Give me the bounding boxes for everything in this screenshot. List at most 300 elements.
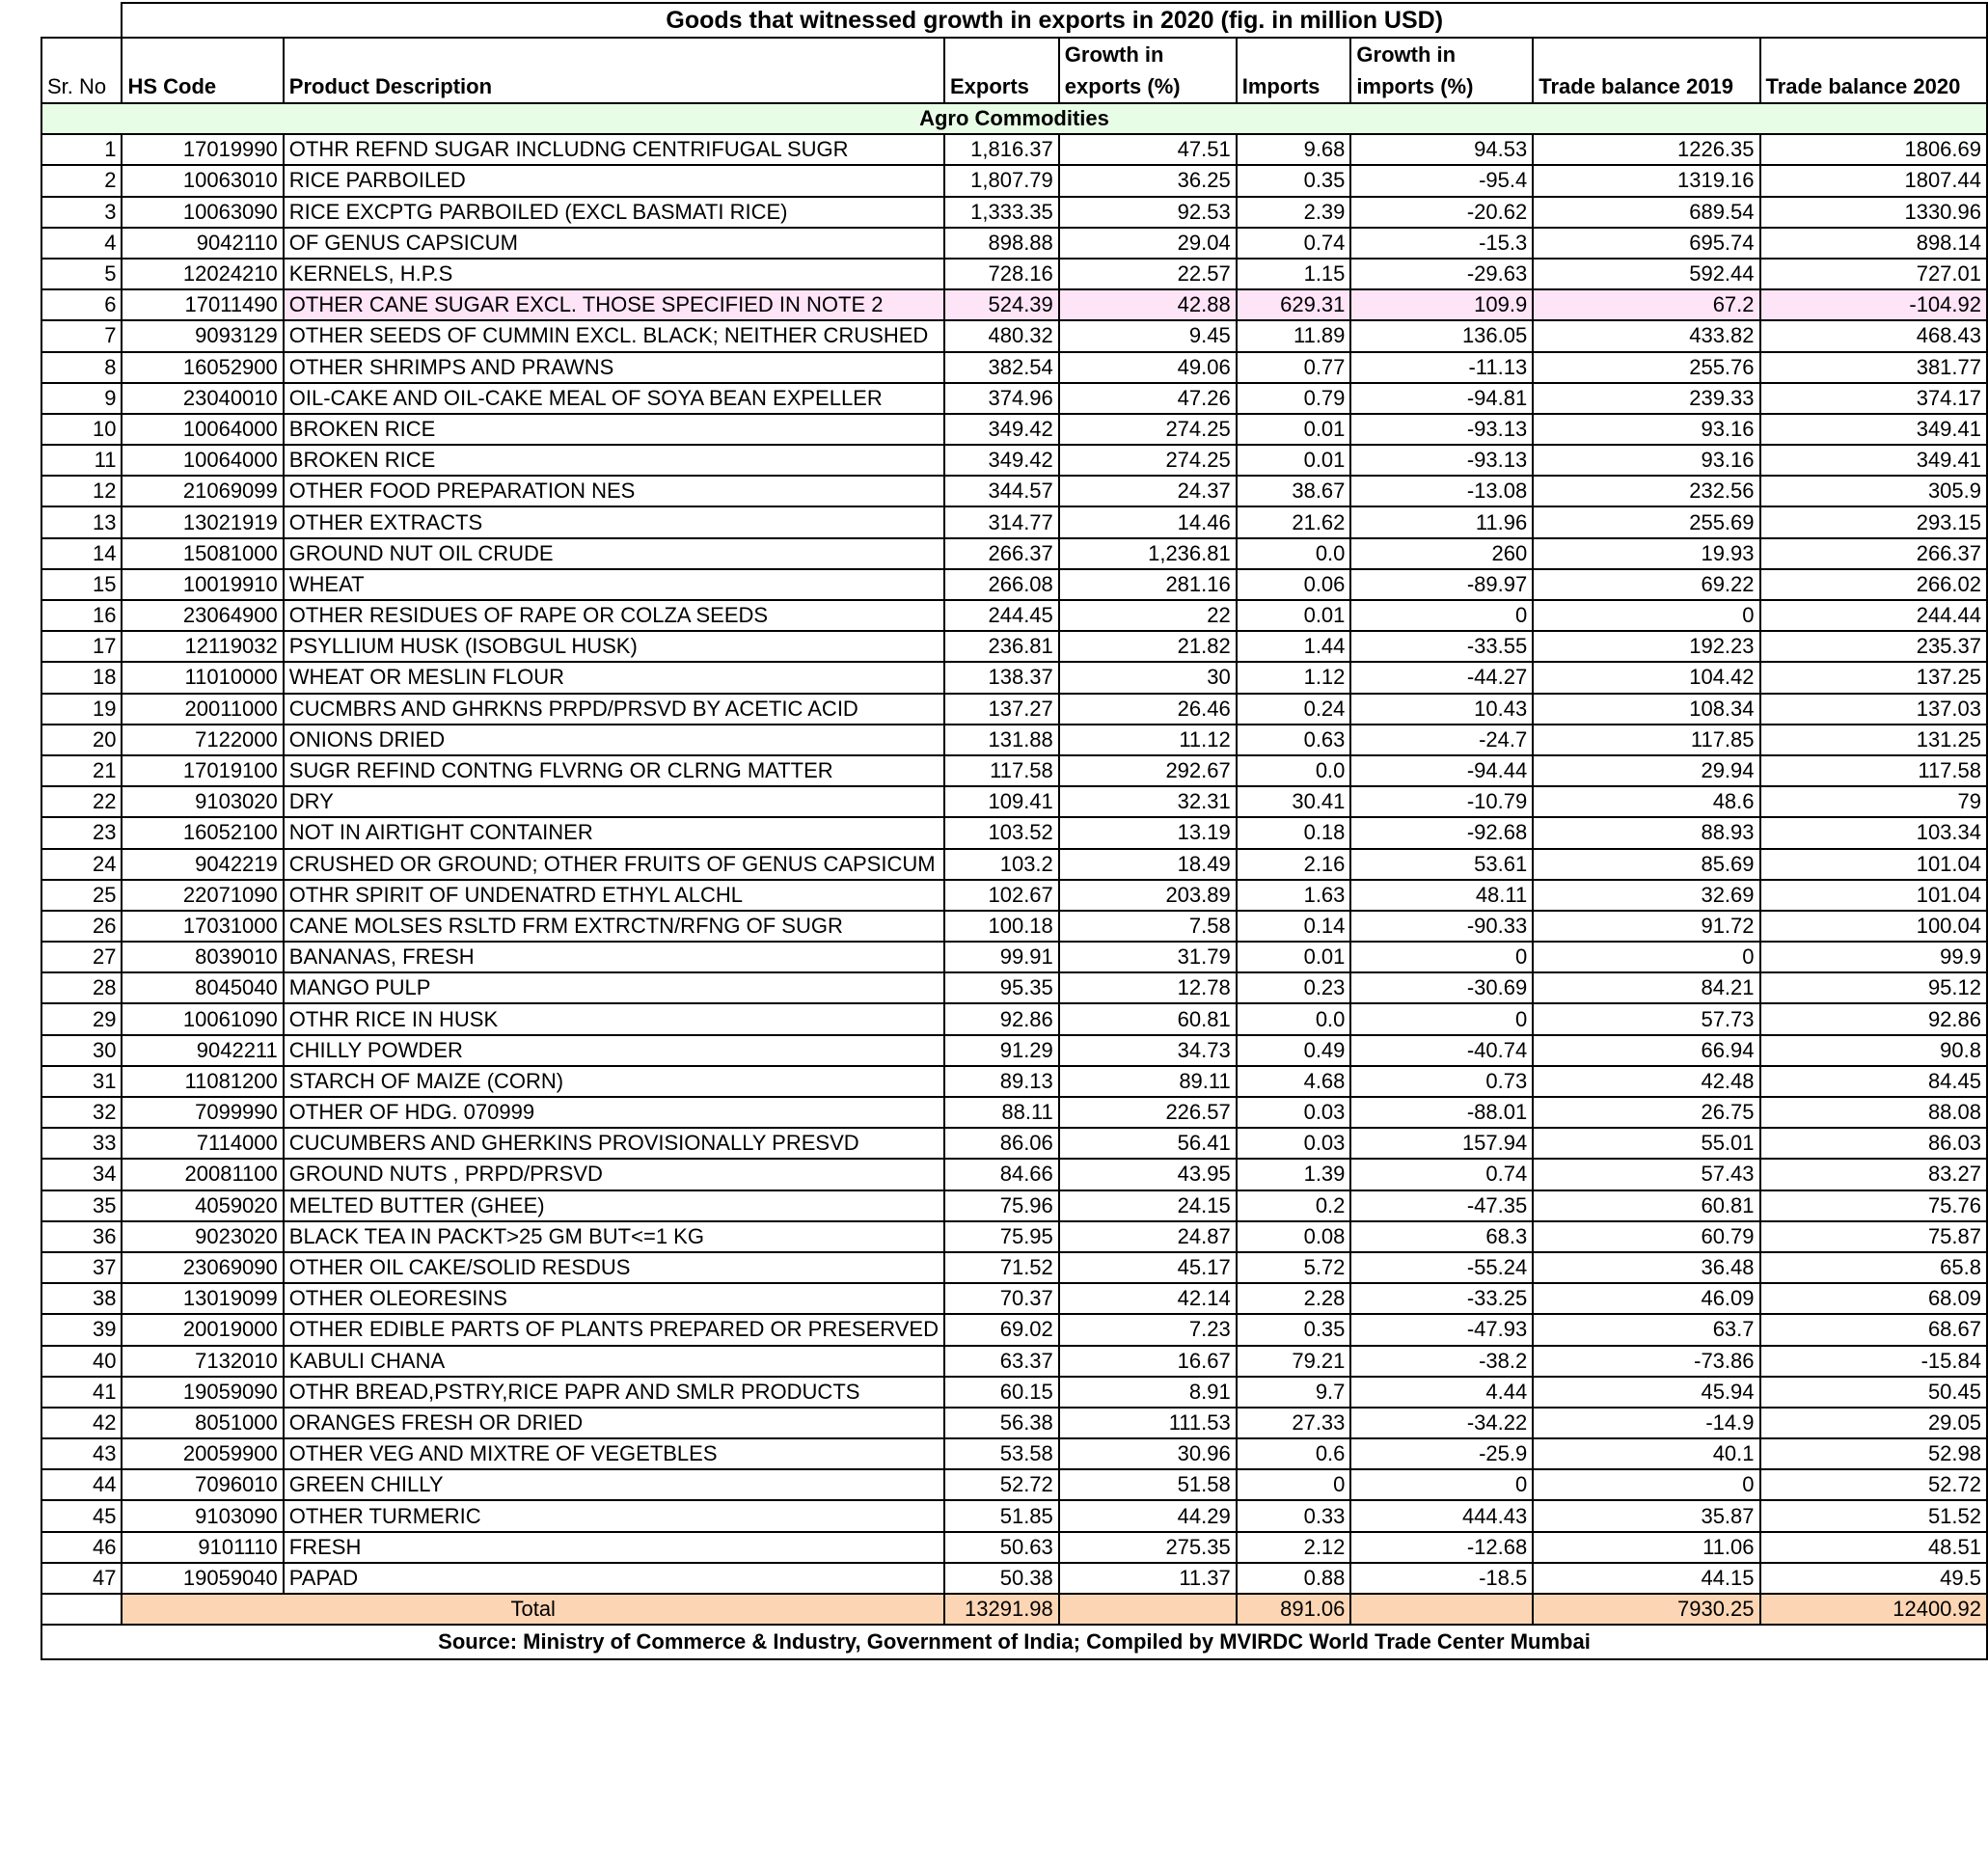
sr-no-cell: 44 bbox=[41, 1469, 122, 1500]
trade-balance-2020-cell: 727.01 bbox=[1760, 259, 1987, 289]
growth-exports-cell: 43.95 bbox=[1059, 1159, 1237, 1190]
table-row bbox=[41, 134, 1987, 165]
trade-balance-2019-cell: 69.22 bbox=[1533, 569, 1759, 600]
sr-no-cell: 32 bbox=[41, 1097, 122, 1128]
trade-balance-2019-cell: 67.2 bbox=[1533, 289, 1759, 320]
exports-cell: 244.45 bbox=[944, 600, 1059, 631]
growth-exports-cell: 56.41 bbox=[1059, 1128, 1237, 1159]
growth-exports-cell: 24.87 bbox=[1059, 1221, 1237, 1252]
growth-exports-cell: 18.49 bbox=[1059, 849, 1237, 880]
trade-balance-2019-cell: 255.76 bbox=[1533, 352, 1759, 383]
exports-cell: 50.38 bbox=[944, 1563, 1059, 1594]
growth-exports-cell: 226.57 bbox=[1059, 1097, 1237, 1128]
imports-cell: 9.68 bbox=[1237, 134, 1351, 165]
sr-no-cell: 41 bbox=[41, 1377, 122, 1408]
growth-imports-cell: -18.5 bbox=[1350, 1563, 1533, 1594]
growth-imports-cell: 444.43 bbox=[1350, 1500, 1533, 1531]
growth-exports-cell: 274.25 bbox=[1059, 414, 1237, 445]
trade-balance-2020-cell: 374.17 bbox=[1760, 383, 1987, 414]
hs-code-cell: 20011000 bbox=[122, 694, 283, 725]
table-row bbox=[41, 228, 1987, 259]
growth-imports-cell: -34.22 bbox=[1350, 1408, 1533, 1438]
growth-exports-cell: 47.51 bbox=[1059, 134, 1237, 165]
imports-cell: 0.18 bbox=[1237, 817, 1351, 848]
trade-balance-2019-cell: 93.16 bbox=[1533, 414, 1759, 445]
header-product: Product Description bbox=[284, 38, 944, 103]
growth-exports-cell: 22.57 bbox=[1059, 259, 1237, 289]
section-label: Agro Commodities bbox=[41, 103, 1987, 134]
growth-imports-cell: -47.35 bbox=[1350, 1190, 1533, 1221]
sr-no-cell: 39 bbox=[41, 1314, 122, 1345]
hs-code-cell: 4059020 bbox=[122, 1190, 283, 1221]
imports-cell: 1.63 bbox=[1237, 880, 1351, 911]
title-row bbox=[41, 3, 1987, 38]
sr-no-cell: 38 bbox=[41, 1283, 122, 1314]
table-row bbox=[41, 942, 1987, 972]
growth-imports-cell: -25.9 bbox=[1350, 1438, 1533, 1469]
trade-balance-2019-cell: 60.81 bbox=[1533, 1190, 1759, 1221]
growth-imports-cell: -33.25 bbox=[1350, 1283, 1533, 1314]
exports-cell: 1,333.35 bbox=[944, 197, 1059, 228]
trade-balance-2020-cell: 100.04 bbox=[1760, 911, 1987, 942]
exports-cell: 99.91 bbox=[944, 942, 1059, 972]
product-description-cell: RICE EXCPTG PARBOILED (EXCL BASMATI RICE) bbox=[284, 197, 944, 228]
trade-balance-2020-cell: 266.02 bbox=[1760, 569, 1987, 600]
hs-code-cell: 23069090 bbox=[122, 1252, 283, 1283]
trade-balance-2020-cell: 49.5 bbox=[1760, 1563, 1987, 1594]
imports-cell: 0.01 bbox=[1237, 600, 1351, 631]
table-row bbox=[41, 320, 1987, 351]
table-row bbox=[41, 259, 1987, 289]
trade-balance-2019-cell: 48.6 bbox=[1533, 786, 1759, 817]
trade-balance-2020-cell: -15.84 bbox=[1760, 1346, 1987, 1377]
product-description-cell: BROKEN RICE bbox=[284, 445, 944, 476]
growth-imports-cell: 10.43 bbox=[1350, 694, 1533, 725]
exports-cell: 1,807.79 bbox=[944, 165, 1059, 196]
exports-cell: 1,816.37 bbox=[944, 134, 1059, 165]
growth-exports-cell: 8.91 bbox=[1059, 1377, 1237, 1408]
hs-code-cell: 8045040 bbox=[122, 972, 283, 1003]
trade-balance-2019-cell: 11.06 bbox=[1533, 1532, 1759, 1563]
growth-exports-cell: 42.14 bbox=[1059, 1283, 1237, 1314]
sr-no-cell: 23 bbox=[41, 817, 122, 848]
product-description-cell: OTHER FOOD PREPARATION NES bbox=[284, 476, 944, 506]
corner-cell bbox=[41, 3, 122, 38]
growth-imports-cell: 0.74 bbox=[1350, 1159, 1533, 1190]
trade-balance-2019-cell: 108.34 bbox=[1533, 694, 1759, 725]
exports-cell: 102.67 bbox=[944, 880, 1059, 911]
product-description-cell: NOT IN AIRTIGHT CONTAINER bbox=[284, 817, 944, 848]
sr-no-cell: 17 bbox=[41, 631, 122, 662]
exports-cell: 63.37 bbox=[944, 1346, 1059, 1377]
product-description-cell: OTHER VEG AND MIXTRE OF VEGETBLES bbox=[284, 1438, 944, 1469]
product-description-cell: OTHER SHRIMPS AND PRAWNS bbox=[284, 352, 944, 383]
growth-exports-cell: 24.15 bbox=[1059, 1190, 1237, 1221]
sr-no-cell: 37 bbox=[41, 1252, 122, 1283]
exports-cell: 103.2 bbox=[944, 849, 1059, 880]
sr-no-cell: 28 bbox=[41, 972, 122, 1003]
table-title: Goods that witnessed growth in exports in 2020 (fig. in million USD) bbox=[122, 3, 1987, 38]
trade-balance-2019-cell: 36.48 bbox=[1533, 1252, 1759, 1283]
header-growth-imports: Growth in imports (%) bbox=[1350, 38, 1533, 103]
exports-cell: 266.08 bbox=[944, 569, 1059, 600]
imports-cell: 0.01 bbox=[1237, 414, 1351, 445]
total-trade-balance-2020: 12400.92 bbox=[1760, 1594, 1987, 1625]
imports-cell: 0.03 bbox=[1237, 1128, 1351, 1159]
exports-cell: 236.81 bbox=[944, 631, 1059, 662]
growth-exports-cell: 44.29 bbox=[1059, 1500, 1237, 1531]
exports-cell: 374.96 bbox=[944, 383, 1059, 414]
growth-exports-cell: 92.53 bbox=[1059, 197, 1237, 228]
source-row bbox=[41, 1625, 1987, 1659]
imports-cell: 21.62 bbox=[1237, 506, 1351, 537]
imports-cell: 4.68 bbox=[1237, 1066, 1351, 1097]
hs-code-cell: 10061090 bbox=[122, 1003, 283, 1034]
trade-balance-2020-cell: 137.03 bbox=[1760, 694, 1987, 725]
product-description-cell: SUGR REFIND CONTNG FLVRNG OR CLRNG MATTER bbox=[284, 755, 944, 786]
trade-balance-2019-cell: 29.94 bbox=[1533, 755, 1759, 786]
exports-cell: 89.13 bbox=[944, 1066, 1059, 1097]
exports-cell: 50.63 bbox=[944, 1532, 1059, 1563]
trade-balance-2020-cell: 79 bbox=[1760, 786, 1987, 817]
hs-code-cell: 9042110 bbox=[122, 228, 283, 259]
table-row bbox=[41, 1066, 1987, 1097]
exports-cell: 52.72 bbox=[944, 1469, 1059, 1500]
trade-balance-2020-cell: -104.92 bbox=[1760, 289, 1987, 320]
trade-balance-2019-cell: 46.09 bbox=[1533, 1283, 1759, 1314]
product-description-cell: RICE PARBOILED bbox=[284, 165, 944, 196]
trade-balance-2019-cell: 44.15 bbox=[1533, 1563, 1759, 1594]
trade-balance-2020-cell: 1806.69 bbox=[1760, 134, 1987, 165]
trade-balance-2020-cell: 68.67 bbox=[1760, 1314, 1987, 1345]
trade-balance-2019-cell: 0 bbox=[1533, 600, 1759, 631]
hs-code-cell: 10019910 bbox=[122, 569, 283, 600]
growth-imports-cell: -24.7 bbox=[1350, 725, 1533, 755]
total-growth-exports-blank bbox=[1059, 1594, 1237, 1625]
trade-balance-2020-cell: 103.34 bbox=[1760, 817, 1987, 848]
trade-balance-2019-cell: 63.7 bbox=[1533, 1314, 1759, 1345]
growth-imports-cell: -30.69 bbox=[1350, 972, 1533, 1003]
growth-imports-cell: -89.97 bbox=[1350, 569, 1533, 600]
product-description-cell: OTHER SEEDS OF CUMMIN EXCL. BLACK; NEITHER CRUSHED bbox=[284, 320, 944, 351]
product-description-cell: MELTED BUTTER (GHEE) bbox=[284, 1190, 944, 1221]
sr-no-cell: 34 bbox=[41, 1159, 122, 1190]
trade-balance-2020-cell: 131.25 bbox=[1760, 725, 1987, 755]
growth-imports-cell: -95.4 bbox=[1350, 165, 1533, 196]
table-row bbox=[41, 1377, 1987, 1408]
product-description-cell: PAPAD bbox=[284, 1563, 944, 1594]
source-note: Source: Ministry of Commerce & Industry, Government of India; Compiled by MVIRDC World Trade Center Mumbai bbox=[41, 1625, 1987, 1659]
growth-exports-cell: 89.11 bbox=[1059, 1066, 1237, 1097]
table-row bbox=[41, 786, 1987, 817]
exports-growth-table bbox=[41, 2, 1988, 1660]
imports-cell: 0.0 bbox=[1237, 1003, 1351, 1034]
imports-cell: 0.08 bbox=[1237, 1221, 1351, 1252]
hs-code-cell: 12024210 bbox=[122, 259, 283, 289]
product-description-cell: KERNELS, H.P.S bbox=[284, 259, 944, 289]
product-description-cell: GROUND NUT OIL CRUDE bbox=[284, 538, 944, 569]
table-row bbox=[41, 694, 1987, 725]
sr-no-cell: 11 bbox=[41, 445, 122, 476]
growth-exports-cell: 60.81 bbox=[1059, 1003, 1237, 1034]
hs-code-cell: 15081000 bbox=[122, 538, 283, 569]
hs-code-cell: 7114000 bbox=[122, 1128, 283, 1159]
trade-balance-2019-cell: 689.54 bbox=[1533, 197, 1759, 228]
hs-code-cell: 17031000 bbox=[122, 911, 283, 942]
product-description-cell: CHILLY POWDER bbox=[284, 1035, 944, 1066]
growth-exports-cell: 51.58 bbox=[1059, 1469, 1237, 1500]
product-description-cell: OTHR SPIRIT OF UNDENATRD ETHYL ALCHL bbox=[284, 880, 944, 911]
hs-code-cell: 12119032 bbox=[122, 631, 283, 662]
growth-imports-cell: -90.33 bbox=[1350, 911, 1533, 942]
hs-code-cell: 13021919 bbox=[122, 506, 283, 537]
imports-cell: 0.63 bbox=[1237, 725, 1351, 755]
total-sr-blank bbox=[41, 1594, 122, 1625]
growth-imports-cell: -13.08 bbox=[1350, 476, 1533, 506]
sr-no-cell: 31 bbox=[41, 1066, 122, 1097]
growth-imports-cell: 0 bbox=[1350, 1003, 1533, 1034]
hs-code-cell: 10063010 bbox=[122, 165, 283, 196]
exports-cell: 898.88 bbox=[944, 228, 1059, 259]
trade-balance-2019-cell: 192.23 bbox=[1533, 631, 1759, 662]
section-row bbox=[41, 103, 1987, 134]
table-row bbox=[41, 1314, 1987, 1345]
growth-exports-cell: 29.04 bbox=[1059, 228, 1237, 259]
exports-cell: 349.42 bbox=[944, 414, 1059, 445]
exports-cell: 266.37 bbox=[944, 538, 1059, 569]
growth-exports-cell: 7.58 bbox=[1059, 911, 1237, 942]
total-exports: 13291.98 bbox=[944, 1594, 1059, 1625]
hs-code-cell: 23040010 bbox=[122, 383, 283, 414]
sr-no-cell: 19 bbox=[41, 694, 122, 725]
product-description-cell: DRY bbox=[284, 786, 944, 817]
product-description-cell: KABULI CHANA bbox=[284, 1346, 944, 1377]
exports-cell: 728.16 bbox=[944, 259, 1059, 289]
trade-balance-2019-cell: 88.93 bbox=[1533, 817, 1759, 848]
hs-code-cell: 11010000 bbox=[122, 662, 283, 693]
trade-balance-2020-cell: 101.04 bbox=[1760, 880, 1987, 911]
trade-balance-2019-cell: 695.74 bbox=[1533, 228, 1759, 259]
product-description-cell: WHEAT bbox=[284, 569, 944, 600]
imports-cell: 1.15 bbox=[1237, 259, 1351, 289]
trade-balance-2019-cell: 1319.16 bbox=[1533, 165, 1759, 196]
hs-code-cell: 17019100 bbox=[122, 755, 283, 786]
table-row bbox=[41, 662, 1987, 693]
table-row bbox=[41, 817, 1987, 848]
sr-no-cell: 13 bbox=[41, 506, 122, 537]
growth-exports-cell: 42.88 bbox=[1059, 289, 1237, 320]
growth-imports-cell: -10.79 bbox=[1350, 786, 1533, 817]
growth-exports-cell: 16.67 bbox=[1059, 1346, 1237, 1377]
exports-cell: 69.02 bbox=[944, 1314, 1059, 1345]
trade-balance-2019-cell: 40.1 bbox=[1533, 1438, 1759, 1469]
total-trade-balance-2019: 7930.25 bbox=[1533, 1594, 1759, 1625]
trade-balance-2020-cell: 235.37 bbox=[1760, 631, 1987, 662]
growth-exports-cell: 47.26 bbox=[1059, 383, 1237, 414]
product-description-cell: OTHER EDIBLE PARTS OF PLANTS PREPARED OR PRESERVED bbox=[284, 1314, 944, 1345]
trade-balance-2020-cell: 95.12 bbox=[1760, 972, 1987, 1003]
growth-exports-cell: 13.19 bbox=[1059, 817, 1237, 848]
trade-balance-2020-cell: 1330.96 bbox=[1760, 197, 1987, 228]
imports-cell: 0.49 bbox=[1237, 1035, 1351, 1066]
sr-no-cell: 21 bbox=[41, 755, 122, 786]
sr-no-cell: 3 bbox=[41, 197, 122, 228]
growth-exports-cell: 36.25 bbox=[1059, 165, 1237, 196]
header-hs-code: HS Code bbox=[122, 38, 283, 103]
hs-code-cell: 10063090 bbox=[122, 197, 283, 228]
imports-cell: 0.03 bbox=[1237, 1097, 1351, 1128]
exports-cell: 131.88 bbox=[944, 725, 1059, 755]
growth-imports-cell: 94.53 bbox=[1350, 134, 1533, 165]
growth-exports-cell: 292.67 bbox=[1059, 755, 1237, 786]
product-description-cell: BANANAS, FRESH bbox=[284, 942, 944, 972]
trade-balance-2020-cell: 88.08 bbox=[1760, 1097, 1987, 1128]
exports-cell: 137.27 bbox=[944, 694, 1059, 725]
product-description-cell: ONIONS DRIED bbox=[284, 725, 944, 755]
product-description-cell: OTHER CANE SUGAR EXCL. THOSE SPECIFIED IN NOTE 2 bbox=[284, 289, 944, 320]
exports-cell: 314.77 bbox=[944, 506, 1059, 537]
trade-balance-2019-cell: 19.93 bbox=[1533, 538, 1759, 569]
growth-imports-cell: -33.55 bbox=[1350, 631, 1533, 662]
growth-exports-cell: 11.37 bbox=[1059, 1563, 1237, 1594]
growth-exports-cell: 34.73 bbox=[1059, 1035, 1237, 1066]
growth-exports-cell: 7.23 bbox=[1059, 1314, 1237, 1345]
table-row bbox=[41, 289, 1987, 320]
growth-imports-cell: 0 bbox=[1350, 600, 1533, 631]
table-row bbox=[41, 538, 1987, 569]
hs-code-cell: 7096010 bbox=[122, 1469, 283, 1500]
trade-balance-2019-cell: 1226.35 bbox=[1533, 134, 1759, 165]
exports-cell: 344.57 bbox=[944, 476, 1059, 506]
table-row bbox=[41, 569, 1987, 600]
product-description-cell: GREEN CHILLY bbox=[284, 1469, 944, 1500]
trade-balance-2020-cell: 50.45 bbox=[1760, 1377, 1987, 1408]
sr-no-cell: 27 bbox=[41, 942, 122, 972]
sr-no-cell: 4 bbox=[41, 228, 122, 259]
product-description-cell: WHEAT OR MESLIN FLOUR bbox=[284, 662, 944, 693]
trade-balance-2019-cell: 60.79 bbox=[1533, 1221, 1759, 1252]
imports-cell: 1.12 bbox=[1237, 662, 1351, 693]
growth-exports-cell: 11.12 bbox=[1059, 725, 1237, 755]
table-row bbox=[41, 383, 1987, 414]
imports-cell: 2.16 bbox=[1237, 849, 1351, 880]
header-growth-exports: Growth in exports (%) bbox=[1059, 38, 1237, 103]
table-row bbox=[41, 197, 1987, 228]
product-description-cell: CUCMBRS AND GHRKNS PRPD/PRSVD BY ACETIC ACID bbox=[284, 694, 944, 725]
imports-cell: 0.01 bbox=[1237, 445, 1351, 476]
growth-imports-cell: -44.27 bbox=[1350, 662, 1533, 693]
growth-exports-cell: 24.37 bbox=[1059, 476, 1237, 506]
hs-code-cell: 11081200 bbox=[122, 1066, 283, 1097]
trade-balance-2019-cell: 93.16 bbox=[1533, 445, 1759, 476]
exports-cell: 56.38 bbox=[944, 1408, 1059, 1438]
hs-code-cell: 19059090 bbox=[122, 1377, 283, 1408]
trade-balance-2020-cell: 75.87 bbox=[1760, 1221, 1987, 1252]
sr-no-cell: 14 bbox=[41, 538, 122, 569]
exports-cell: 117.58 bbox=[944, 755, 1059, 786]
exports-cell: 92.86 bbox=[944, 1003, 1059, 1034]
trade-balance-2020-cell: 90.8 bbox=[1760, 1035, 1987, 1066]
hs-code-cell: 7099990 bbox=[122, 1097, 283, 1128]
growth-imports-cell: 11.96 bbox=[1350, 506, 1533, 537]
hs-code-cell: 16052100 bbox=[122, 817, 283, 848]
exports-cell: 95.35 bbox=[944, 972, 1059, 1003]
exports-cell: 84.66 bbox=[944, 1159, 1059, 1190]
trade-balance-2019-cell: 35.87 bbox=[1533, 1500, 1759, 1531]
product-description-cell: BROKEN RICE bbox=[284, 414, 944, 445]
hs-code-cell: 8051000 bbox=[122, 1408, 283, 1438]
growth-imports-cell: -55.24 bbox=[1350, 1252, 1533, 1283]
imports-cell: 30.41 bbox=[1237, 786, 1351, 817]
growth-imports-cell: 0.73 bbox=[1350, 1066, 1533, 1097]
trade-balance-2019-cell: 42.48 bbox=[1533, 1066, 1759, 1097]
growth-imports-cell: 0 bbox=[1350, 942, 1533, 972]
trade-balance-2019-cell: 232.56 bbox=[1533, 476, 1759, 506]
imports-cell: 0.2 bbox=[1237, 1190, 1351, 1221]
growth-imports-cell: 4.44 bbox=[1350, 1377, 1533, 1408]
imports-cell: 0.74 bbox=[1237, 228, 1351, 259]
imports-cell: 0.35 bbox=[1237, 165, 1351, 196]
trade-balance-2020-cell: 52.72 bbox=[1760, 1469, 1987, 1500]
table-row bbox=[41, 1252, 1987, 1283]
hs-code-cell: 21069099 bbox=[122, 476, 283, 506]
growth-exports-cell: 203.89 bbox=[1059, 880, 1237, 911]
growth-imports-cell: -38.2 bbox=[1350, 1346, 1533, 1377]
sr-no-cell: 36 bbox=[41, 1221, 122, 1252]
growth-exports-cell: 12.78 bbox=[1059, 972, 1237, 1003]
trade-balance-2020-cell: 349.41 bbox=[1760, 445, 1987, 476]
table-row bbox=[41, 1532, 1987, 1563]
growth-imports-cell: -94.81 bbox=[1350, 383, 1533, 414]
sr-no-cell: 45 bbox=[41, 1500, 122, 1531]
exports-cell: 60.15 bbox=[944, 1377, 1059, 1408]
table-row bbox=[41, 1408, 1987, 1438]
hs-code-cell: 19059040 bbox=[122, 1563, 283, 1594]
trade-balance-2019-cell: 91.72 bbox=[1533, 911, 1759, 942]
hs-code-cell: 9103020 bbox=[122, 786, 283, 817]
trade-balance-2020-cell: 29.05 bbox=[1760, 1408, 1987, 1438]
table-row bbox=[41, 1159, 1987, 1190]
growth-imports-cell: -40.74 bbox=[1350, 1035, 1533, 1066]
product-description-cell: CANE MOLSES RSLTD FRM EXTRCTN/RFNG OF SUGR bbox=[284, 911, 944, 942]
trade-balance-2020-cell: 305.9 bbox=[1760, 476, 1987, 506]
sr-no-cell: 12 bbox=[41, 476, 122, 506]
sr-no-cell: 8 bbox=[41, 352, 122, 383]
hs-code-cell: 9093129 bbox=[122, 320, 283, 351]
trade-balance-2019-cell: 0 bbox=[1533, 942, 1759, 972]
table-row bbox=[41, 880, 1987, 911]
sr-no-cell: 40 bbox=[41, 1346, 122, 1377]
product-description-cell: CRUSHED OR GROUND; OTHER FRUITS OF GENUS CAPSICUM bbox=[284, 849, 944, 880]
exports-cell: 524.39 bbox=[944, 289, 1059, 320]
imports-cell: 0.6 bbox=[1237, 1438, 1351, 1469]
product-description-cell: CUCUMBERS AND GHERKINS PROVISIONALLY PRESVD bbox=[284, 1128, 944, 1159]
growth-imports-cell: -93.13 bbox=[1350, 414, 1533, 445]
sr-no-cell: 22 bbox=[41, 786, 122, 817]
sr-no-cell: 20 bbox=[41, 725, 122, 755]
exports-cell: 71.52 bbox=[944, 1252, 1059, 1283]
product-description-cell: OF GENUS CAPSICUM bbox=[284, 228, 944, 259]
imports-cell: 2.12 bbox=[1237, 1532, 1351, 1563]
growth-exports-cell: 26.46 bbox=[1059, 694, 1237, 725]
product-description-cell: OTHER OIL CAKE/SOLID RESDUS bbox=[284, 1252, 944, 1283]
imports-cell: 0.24 bbox=[1237, 694, 1351, 725]
trade-balance-2019-cell: 26.75 bbox=[1533, 1097, 1759, 1128]
total-row bbox=[41, 1594, 1987, 1625]
imports-cell: 5.72 bbox=[1237, 1252, 1351, 1283]
imports-cell: 0.35 bbox=[1237, 1314, 1351, 1345]
table-row bbox=[41, 165, 1987, 196]
